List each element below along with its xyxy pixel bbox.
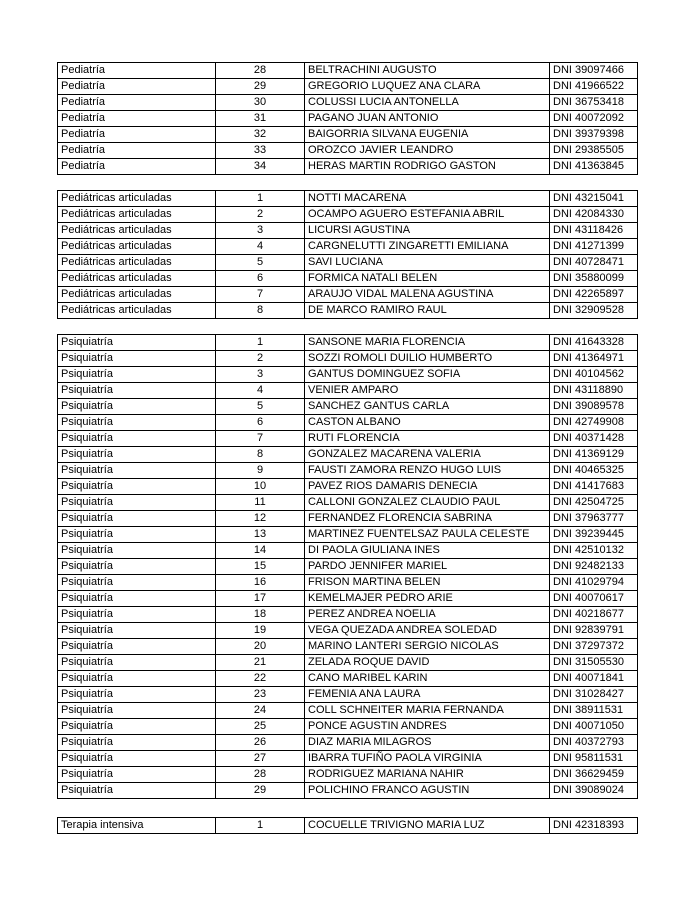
name-cell: CASTON ALBANO — [305, 415, 550, 431]
name-cell: CANO MARIBEL KARIN — [305, 671, 550, 687]
dni-cell: DNI 41364971 — [550, 351, 638, 367]
area-cell: Psiquiatría — [58, 367, 216, 383]
number-cell: 26 — [216, 735, 305, 751]
dni-cell: DNI 92482133 — [550, 559, 638, 575]
area-cell: Psiquiatría — [58, 335, 216, 351]
area-cell: Pediatría — [58, 95, 216, 111]
area-cell: Psiquiatría — [58, 639, 216, 655]
number-cell: 24 — [216, 703, 305, 719]
number-cell: 28 — [216, 63, 305, 79]
dni-cell: DNI 29385505 — [550, 143, 638, 159]
table-row — [58, 623, 638, 639]
table-row — [58, 543, 638, 559]
name-cell: MARTINEZ FUENTELSAZ PAULA CELESTE — [305, 527, 550, 543]
area-cell: Pediátricas articuladas — [58, 255, 216, 271]
number-cell: 29 — [216, 79, 305, 95]
name-cell: HERAS MARTIN RODRIGO GASTON — [305, 159, 550, 175]
area-cell: Psiquiatría — [58, 671, 216, 687]
name-cell: FORMICA NATALI BELEN — [305, 271, 550, 287]
dni-cell: DNI 36753418 — [550, 95, 638, 111]
name-cell: GREGORIO LUQUEZ ANA CLARA — [305, 79, 550, 95]
number-cell: 5 — [216, 399, 305, 415]
area-cell: Pediatría — [58, 111, 216, 127]
area-cell: Psiquiatría — [58, 479, 216, 495]
name-cell: PAGANO JUAN ANTONIO — [305, 111, 550, 127]
dni-cell: DNI 39089578 — [550, 399, 638, 415]
table-psiquiatria — [57, 334, 638, 799]
number-cell: 1 — [216, 818, 305, 834]
table-pediatricas-articuladas — [57, 190, 638, 319]
number-cell: 17 — [216, 591, 305, 607]
number-cell: 14 — [216, 543, 305, 559]
name-cell: FRISON MARTINA BELEN — [305, 575, 550, 591]
area-cell: Pediátricas articuladas — [58, 271, 216, 287]
area-cell: Pediátricas articuladas — [58, 239, 216, 255]
table-row — [58, 751, 638, 767]
table-row — [58, 818, 638, 834]
area-cell: Psiquiatría — [58, 575, 216, 591]
number-cell: 16 — [216, 575, 305, 591]
name-cell: PAVEZ RIOS DAMARIS DENECIA — [305, 479, 550, 495]
number-cell: 9 — [216, 463, 305, 479]
table-row — [58, 447, 638, 463]
area-cell: Pediatría — [58, 159, 216, 175]
table-row — [58, 559, 638, 575]
area-cell: Psiquiatría — [58, 623, 216, 639]
number-cell: 3 — [216, 367, 305, 383]
area-cell: Pediatría — [58, 63, 216, 79]
dni-cell: DNI 43215041 — [550, 191, 638, 207]
area-cell: Terapia intensiva — [58, 818, 216, 834]
name-cell: SOZZI ROMOLI DUILIO HUMBERTO — [305, 351, 550, 367]
area-cell: Pediatría — [58, 127, 216, 143]
number-cell: 20 — [216, 639, 305, 655]
area-cell: Psiquiatría — [58, 495, 216, 511]
dni-cell: DNI 41363845 — [550, 159, 638, 175]
area-cell: Psiquiatría — [58, 383, 216, 399]
name-cell: FAUSTI ZAMORA RENZO HUGO LUIS — [305, 463, 550, 479]
dni-cell: DNI 40071841 — [550, 671, 638, 687]
dni-cell: DNI 41417683 — [550, 479, 638, 495]
area-cell: Psiquiatría — [58, 751, 216, 767]
area-cell: Pediátricas articuladas — [58, 191, 216, 207]
name-cell: VENIER AMPARO — [305, 383, 550, 399]
number-cell: 25 — [216, 719, 305, 735]
area-cell: Psiquiatría — [58, 447, 216, 463]
name-cell: RODRIGUEZ MARIANA NAHIR — [305, 767, 550, 783]
table-row — [58, 335, 638, 351]
number-cell: 33 — [216, 143, 305, 159]
number-cell: 2 — [216, 351, 305, 367]
area-cell: Pediátricas articuladas — [58, 223, 216, 239]
number-cell: 6 — [216, 415, 305, 431]
dni-cell: DNI 37963777 — [550, 511, 638, 527]
table-row — [58, 639, 638, 655]
table-row — [58, 255, 638, 271]
table-row — [58, 303, 638, 319]
number-cell: 2 — [216, 207, 305, 223]
dni-cell: DNI 39097466 — [550, 63, 638, 79]
table-row — [58, 431, 638, 447]
dni-cell: DNI 42318393 — [550, 818, 638, 834]
dni-cell: DNI 42504725 — [550, 495, 638, 511]
name-cell: IBARRA TUFIÑO PAOLA VIRGINIA — [305, 751, 550, 767]
number-cell: 30 — [216, 95, 305, 111]
dni-cell: DNI 41369129 — [550, 447, 638, 463]
dni-cell: DNI 40372793 — [550, 735, 638, 751]
table-row — [58, 687, 638, 703]
area-cell: Psiquiatría — [58, 703, 216, 719]
table-row — [58, 351, 638, 367]
table-row — [58, 463, 638, 479]
table-row — [58, 511, 638, 527]
name-cell: COLL SCHNEITER MARIA FERNANDA — [305, 703, 550, 719]
table-row — [58, 63, 638, 79]
table-row — [58, 495, 638, 511]
dni-cell: DNI 40071050 — [550, 719, 638, 735]
number-cell: 13 — [216, 527, 305, 543]
name-cell: PARDO JENNIFER MARIEL — [305, 559, 550, 575]
dni-cell: DNI 32909528 — [550, 303, 638, 319]
dni-cell: DNI 38911531 — [550, 703, 638, 719]
number-cell: 32 — [216, 127, 305, 143]
area-cell: Psiquiatría — [58, 687, 216, 703]
name-cell: SANCHEZ GANTUS CARLA — [305, 399, 550, 415]
dni-cell: DNI 40072092 — [550, 111, 638, 127]
name-cell: GANTUS DOMINGUEZ SOFIA — [305, 367, 550, 383]
area-cell: Pediátricas articuladas — [58, 207, 216, 223]
dni-cell: DNI 43118426 — [550, 223, 638, 239]
number-cell: 1 — [216, 335, 305, 351]
number-cell: 1 — [216, 191, 305, 207]
table-row — [58, 239, 638, 255]
number-cell: 29 — [216, 783, 305, 799]
table-row — [58, 367, 638, 383]
number-cell: 31 — [216, 111, 305, 127]
dni-cell: DNI 41966522 — [550, 79, 638, 95]
name-cell: LICURSI AGUSTINA — [305, 223, 550, 239]
table-row — [58, 575, 638, 591]
dni-cell: DNI 40218677 — [550, 607, 638, 623]
area-cell: Psiquiatría — [58, 527, 216, 543]
table-row — [58, 223, 638, 239]
table-row — [58, 479, 638, 495]
table-row — [58, 287, 638, 303]
number-cell: 11 — [216, 495, 305, 511]
area-cell: Psiquiatría — [58, 767, 216, 783]
area-cell: Psiquiatría — [58, 399, 216, 415]
dni-cell: DNI 37297372 — [550, 639, 638, 655]
area-cell: Psiquiatría — [58, 559, 216, 575]
number-cell: 19 — [216, 623, 305, 639]
dni-cell: DNI 41643328 — [550, 335, 638, 351]
table-row — [58, 159, 638, 175]
table-row — [58, 783, 638, 799]
dni-cell: DNI 35880099 — [550, 271, 638, 287]
area-cell: Psiquiatría — [58, 783, 216, 799]
dni-cell: DNI 95811531 — [550, 751, 638, 767]
name-cell: GONZALEZ MACARENA VALERIA — [305, 447, 550, 463]
area-cell: Psiquiatría — [58, 607, 216, 623]
number-cell: 18 — [216, 607, 305, 623]
name-cell: OCAMPO AGUERO ESTEFANIA ABRIL — [305, 207, 550, 223]
area-cell: Pediátricas articuladas — [58, 287, 216, 303]
number-cell: 4 — [216, 239, 305, 255]
name-cell: FEMENIA ANA LAURA — [305, 687, 550, 703]
name-cell: SAVI LUCIANA — [305, 255, 550, 271]
name-cell: ARAUJO VIDAL MALENA AGUSTINA — [305, 287, 550, 303]
name-cell: BAIGORRIA SILVANA EUGENIA — [305, 127, 550, 143]
number-cell: 12 — [216, 511, 305, 527]
table-row — [58, 703, 638, 719]
table-row — [58, 591, 638, 607]
dni-cell: DNI 43118890 — [550, 383, 638, 399]
dni-cell: DNI 41029794 — [550, 575, 638, 591]
table-row — [58, 95, 638, 111]
dni-cell: DNI 36629459 — [550, 767, 638, 783]
table-row — [58, 79, 638, 95]
number-cell: 22 — [216, 671, 305, 687]
name-cell: CARGNELUTTI ZINGARETTI EMILIANA — [305, 239, 550, 255]
table-row — [58, 127, 638, 143]
area-cell: Psiquiatría — [58, 591, 216, 607]
name-cell: FERNANDEZ FLORENCIA SABRINA — [305, 511, 550, 527]
name-cell: DI PAOLA GIULIANA INES — [305, 543, 550, 559]
area-cell: Psiquiatría — [58, 351, 216, 367]
table-row — [58, 719, 638, 735]
name-cell: MARINO LANTERI SERGIO NICOLAS — [305, 639, 550, 655]
number-cell: 15 — [216, 559, 305, 575]
dni-cell: DNI 31028427 — [550, 687, 638, 703]
dni-cell: DNI 39089024 — [550, 783, 638, 799]
name-cell: RUTI FLORENCIA — [305, 431, 550, 447]
name-cell: SANSONE MARIA FLORENCIA — [305, 335, 550, 351]
name-cell: VEGA QUEZADA ANDREA SOLEDAD — [305, 623, 550, 639]
number-cell: 6 — [216, 271, 305, 287]
dni-cell: DNI 92839791 — [550, 623, 638, 639]
area-cell: Pediatría — [58, 143, 216, 159]
number-cell: 21 — [216, 655, 305, 671]
name-cell: PONCE AGUSTIN ANDRES — [305, 719, 550, 735]
table-row — [58, 671, 638, 687]
name-cell: OROZCO JAVIER LEANDRO — [305, 143, 550, 159]
number-cell: 8 — [216, 303, 305, 319]
area-cell: Psiquiatría — [58, 719, 216, 735]
name-cell: COLUSSI LUCIA ANTONELLA — [305, 95, 550, 111]
area-cell: Psiquiatría — [58, 415, 216, 431]
number-cell: 28 — [216, 767, 305, 783]
name-cell: DE MARCO RAMIRO RAUL — [305, 303, 550, 319]
name-cell: DIAZ MARIA MILAGROS — [305, 735, 550, 751]
table-row — [58, 399, 638, 415]
area-cell: Psiquiatría — [58, 463, 216, 479]
dni-cell: DNI 42084330 — [550, 207, 638, 223]
table-row — [58, 415, 638, 431]
number-cell: 34 — [216, 159, 305, 175]
number-cell: 3 — [216, 223, 305, 239]
table-terapia-intensiva — [57, 817, 638, 834]
name-cell: NOTTI MACARENA — [305, 191, 550, 207]
table-row — [58, 383, 638, 399]
number-cell: 23 — [216, 687, 305, 703]
number-cell: 4 — [216, 383, 305, 399]
table-row — [58, 271, 638, 287]
number-cell: 27 — [216, 751, 305, 767]
name-cell: KEMELMAJER PEDRO ARIE — [305, 591, 550, 607]
area-cell: Psiquiatría — [58, 431, 216, 447]
area-cell: Pediatría — [58, 79, 216, 95]
dni-cell: DNI 42749908 — [550, 415, 638, 431]
area-cell: Psiquiatría — [58, 655, 216, 671]
dni-cell: DNI 40070617 — [550, 591, 638, 607]
name-cell: COCUELLE TRIVIGNO MARIA LUZ — [305, 818, 550, 834]
area-cell: Psiquiatría — [58, 735, 216, 751]
table-row — [58, 767, 638, 783]
name-cell: ZELADA ROQUE DAVID — [305, 655, 550, 671]
name-cell: CALLONI GONZALEZ CLAUDIO PAUL — [305, 495, 550, 511]
name-cell: BELTRACHINI AUGUSTO — [305, 63, 550, 79]
dni-cell: DNI 31505530 — [550, 655, 638, 671]
area-cell: Pediátricas articuladas — [58, 303, 216, 319]
table-row — [58, 735, 638, 751]
dni-cell: DNI 40371428 — [550, 431, 638, 447]
area-cell: Psiquiatría — [58, 511, 216, 527]
dni-cell: DNI 39379398 — [550, 127, 638, 143]
table-row — [58, 607, 638, 623]
table-row — [58, 111, 638, 127]
table-row — [58, 143, 638, 159]
dni-cell: DNI 42510132 — [550, 543, 638, 559]
name-cell: POLICHINO FRANCO AGUSTIN — [305, 783, 550, 799]
number-cell: 7 — [216, 287, 305, 303]
table-row — [58, 655, 638, 671]
area-cell: Psiquiatría — [58, 543, 216, 559]
dni-cell: DNI 40104562 — [550, 367, 638, 383]
dni-cell: DNI 40465325 — [550, 463, 638, 479]
name-cell: PEREZ ANDREA NOELIA — [305, 607, 550, 623]
table-row — [58, 191, 638, 207]
table-row — [58, 527, 638, 543]
dni-cell: DNI 39239445 — [550, 527, 638, 543]
dni-cell: DNI 41271399 — [550, 239, 638, 255]
table-row — [58, 207, 638, 223]
number-cell: 7 — [216, 431, 305, 447]
number-cell: 10 — [216, 479, 305, 495]
dni-cell: DNI 42265897 — [550, 287, 638, 303]
number-cell: 5 — [216, 255, 305, 271]
number-cell: 8 — [216, 447, 305, 463]
dni-cell: DNI 40728471 — [550, 255, 638, 271]
table-pediatria — [57, 62, 638, 175]
